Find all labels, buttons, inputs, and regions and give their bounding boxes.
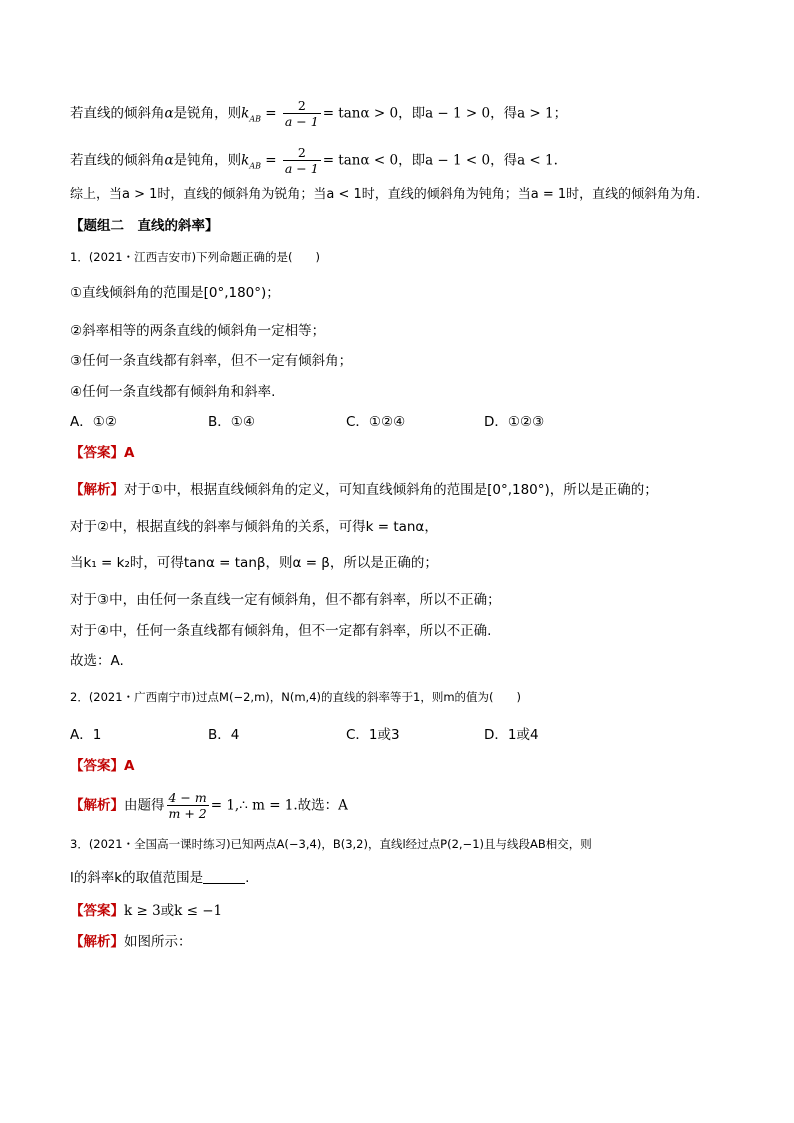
q1-statement-4: ④任何一条直线都有倾斜角和斜率. bbox=[70, 384, 276, 400]
text: . bbox=[245, 870, 250, 886]
fraction bbox=[283, 145, 321, 176]
q1-options bbox=[70, 412, 622, 432]
q1-analysis-2: 对于②中，根据直线的斜率与倾斜角的关系，可得k = tanα， bbox=[70, 519, 438, 535]
q3-answer bbox=[70, 901, 222, 921]
q1-statement-2: ②斜率相等的两条直线的倾斜角一定相等； bbox=[70, 323, 326, 339]
q2-stem: 2．(2021・广西南宁市)过点M(−2,m)，N(m,4)的直线的斜率等于1，则m的值为( ) bbox=[70, 690, 522, 704]
math: = bbox=[260, 105, 281, 122]
option-c: C．①②④ bbox=[346, 414, 406, 430]
text: 由题得 bbox=[124, 797, 165, 814]
numerator: 4 − m bbox=[168, 790, 207, 805]
math: α bbox=[164, 152, 174, 169]
analysis-tag: 【解析】 bbox=[70, 934, 124, 950]
option-b: B．①④ bbox=[208, 414, 255, 430]
q1-answer bbox=[70, 443, 134, 463]
denominator: m + 2 bbox=[168, 806, 207, 821]
obtuse-angle-line bbox=[70, 145, 558, 177]
math: α bbox=[164, 105, 174, 122]
q1-analysis-6: 故选：A. bbox=[70, 653, 124, 669]
option-c: C．1或3 bbox=[346, 727, 400, 743]
q3-analysis bbox=[70, 932, 192, 952]
text: = 1,∴ m = 1.故选：A bbox=[210, 797, 348, 814]
text: = tanα < 0，即a − 1 < 0，得a < 1. bbox=[322, 152, 558, 169]
answer-value: A bbox=[124, 758, 135, 774]
text: 对于①中，根据直线倾斜角的定义，可知直线倾斜角的范围是[0°,180°)，所以是正确的； bbox=[124, 482, 658, 498]
option-a: A．1 bbox=[70, 727, 102, 743]
answer-tag: 【答案】 bbox=[70, 903, 124, 919]
q3-stem: 3．(2021・全国高一课时练习)已知两点A(−3,4)，B(3,2)，直线l经过点P(2,−1)且与线段AB相交，则 bbox=[70, 837, 592, 851]
answer-blank bbox=[203, 869, 245, 884]
q3-stem-2 bbox=[70, 868, 249, 888]
text: 是锐角，则 bbox=[173, 105, 242, 122]
fraction bbox=[167, 790, 209, 821]
numerator: 2 bbox=[297, 98, 306, 113]
q2-options bbox=[70, 725, 622, 745]
math: k bbox=[241, 152, 250, 169]
answer-value: k ≥ 3或k ≤ −1 bbox=[124, 903, 223, 919]
q2-answer bbox=[70, 756, 134, 776]
q1-analysis-4: 对于③中，由任何一条直线一定有倾斜角，但不都有斜率，所以不正确； bbox=[70, 592, 501, 608]
numerator: 2 bbox=[297, 145, 306, 160]
text: 若直线的倾斜角 bbox=[70, 105, 165, 122]
q1-stem: 1．(2021・江西吉安市)下列命题正确的是( ) bbox=[70, 250, 321, 264]
q1-statement-1: ①直线倾斜角的范围是[0°,180°)； bbox=[70, 285, 280, 301]
text: = tanα > 0，即a − 1 > 0，得a > 1； bbox=[322, 105, 568, 122]
q1-analysis-1 bbox=[70, 480, 658, 500]
analysis-tag: 【解析】 bbox=[70, 482, 124, 498]
answer-tag: 【答案】 bbox=[70, 758, 124, 774]
option-b: B．4 bbox=[208, 727, 240, 743]
subscript: AB bbox=[249, 114, 261, 124]
acute-angle-line bbox=[70, 98, 567, 130]
denominator: a − 1 bbox=[284, 161, 319, 176]
text: 是钝角，则 bbox=[173, 152, 242, 169]
text: l的斜率k的取值范围是 bbox=[70, 870, 204, 886]
q1-analysis-5: 对于④中，任何一条直线都有倾斜角，但不一定都有斜率，所以不正确. bbox=[70, 623, 492, 639]
option-a: A．①② bbox=[70, 414, 117, 430]
fraction bbox=[283, 98, 321, 129]
math: k bbox=[241, 105, 250, 122]
option-d: D．1或4 bbox=[484, 727, 539, 743]
subscript: AB bbox=[249, 161, 261, 171]
answer-value: A bbox=[124, 445, 135, 461]
denominator: a − 1 bbox=[284, 114, 319, 129]
option-d: D．①②③ bbox=[484, 414, 545, 430]
summary-line: 综上，当a > 1时，直线的倾斜角为锐角；当a < 1时，直线的倾斜角为钝角；当a = 1时，直线的倾斜角为角. bbox=[70, 187, 701, 202]
q1-analysis-3: 当k₁ = k₂时，可得tanα = tanβ，则α = β，所以是正确的； bbox=[70, 555, 438, 571]
group-title: 【题组二 直线的斜率】 bbox=[70, 218, 219, 234]
q2-analysis bbox=[70, 790, 348, 821]
answer-tag: 【答案】 bbox=[70, 445, 124, 461]
math: = bbox=[260, 152, 281, 169]
analysis-tag: 【解析】 bbox=[70, 797, 124, 814]
q1-statement-3: ③任何一条直线都有斜率，但不一定有倾斜角； bbox=[70, 353, 353, 369]
text: 若直线的倾斜角 bbox=[70, 152, 165, 169]
text: 如图所示： bbox=[124, 934, 192, 950]
